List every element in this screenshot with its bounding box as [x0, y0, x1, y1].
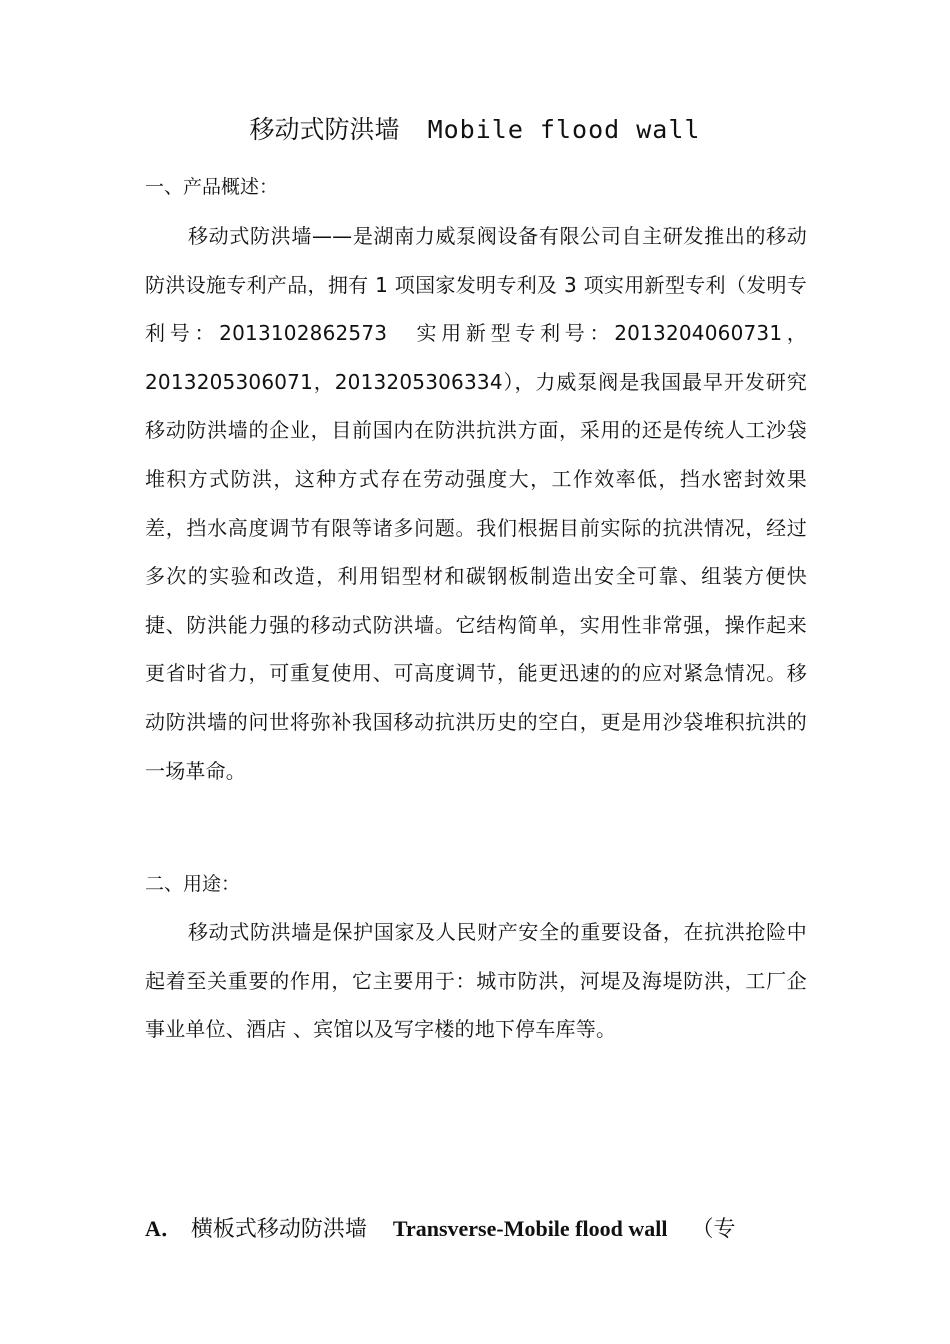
section-a-tail: （专: [691, 1217, 736, 1242]
section-heading-usage: 二、用途：: [145, 873, 241, 895]
page-title: [0, 112, 950, 148]
section-heading-overview: 一、产品概述：: [145, 176, 279, 198]
section-a-heading: [145, 1211, 815, 1248]
title-english: Mobile flood wall: [427, 115, 701, 144]
section-a-title-chinese: 横板式移动防洪墙: [190, 1217, 367, 1242]
section-a-letter: A．: [145, 1216, 183, 1241]
title-chinese: 移动式防洪墙: [249, 115, 400, 144]
section-a-title-english: Transverse-Mobile flood wall: [392, 1216, 668, 1241]
paragraph-usage: 移动式防洪墙是保护国家及人民财产安全的重要设备，在抗洪抢险中起着至关重要的作用，它主要用于：城市防洪，河堤及海堤防洪，工厂企事业单位、酒店 、宾馆以及写字楼的地下停车库等。: [145, 920, 807, 1042]
paragraph-overview: 移动式防洪墙——是湖南力威泵阀设备有限公司自主研发推出的移动防洪设施专利产品，拥有 1 项国家发明专利及 3 项实用新型专利（发明专利号：2013102862573 实用新型专利号：2013204060731，2013205306071，2013205306334），力威泵阀是我国最早开发研究移动防洪墙的企业，目前国内在防洪抗洪方面，采用的还是传统人工沙袋堆积方式防洪，这种方式存在劳动强度大，工作效率低，挡水密封效果差，挡水高度调节有限等诸多问题。我们根据目前实际的抗洪情况，经过多次的实验和改造，利用铝型材和碳钢板制造出安全可靠、组装方便快捷、防洪能力强的移动式防洪墙。它结构简单，实用性非常强，操作起来更省时省力，可重复使用、可高度调节，能更迅速的的应对紧急情况。移动防洪墙的问世将弥补我国移动抗洪历史的空白，更是用沙袋堆积抗洪的一场革命。: [145, 224, 807, 783]
